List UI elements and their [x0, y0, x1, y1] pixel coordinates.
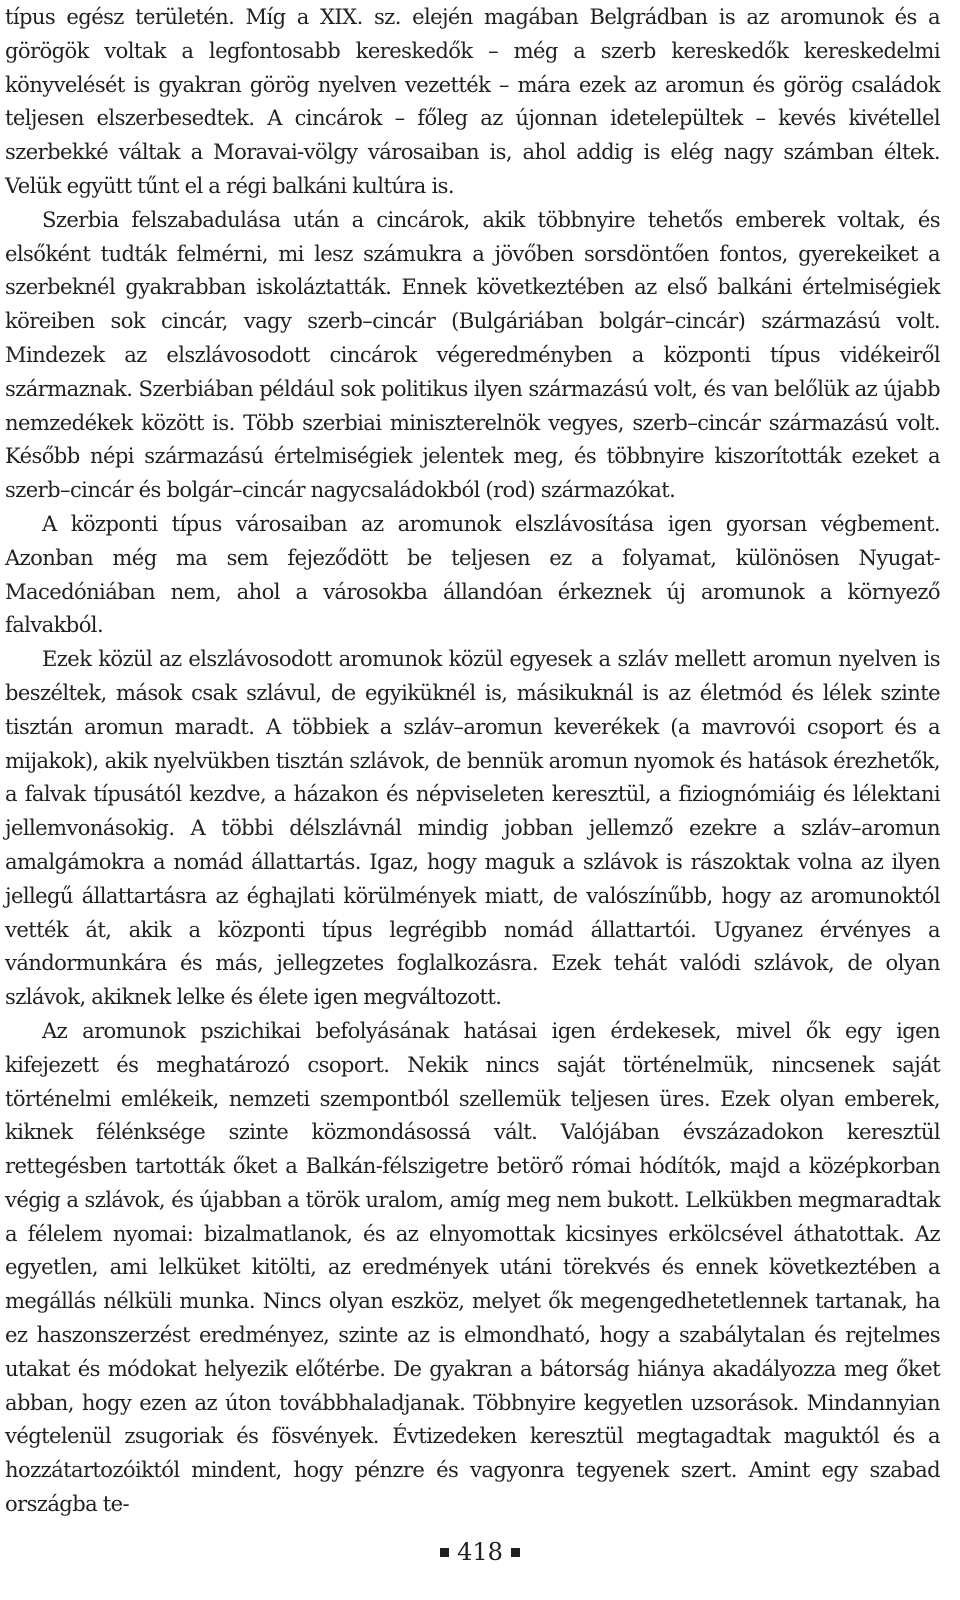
body-text: [5, 0, 940, 1521]
paragraph-3: A központi típus városaiban az aromunok elszlávosítása igen gyorsan végbement. Azonban még ma sem fejeződött be teljesen ez a folyamat, különösen Nyugat-Macedóniában nem, ahol a városokba állandóan érkeznek új aromunok a környező falvakból.: [5, 510, 940, 638]
paragraph-2: Szerbia felszabadulása után a cincárok, akik többnyire tehetős emberek voltak, és elsőként tudták felmérni, mi lesz számukra a jövőben sorsdöntően fontos, gyerekeiket a szerbeknél gyakrabban iskoláztatták. Ennek következtében az első balkáni értelmiségiek köreiben sok cincár, vagy szerb–cincár (Bulgáriában bolgár–cincár) származású volt. Mindezek az elszlávosodott cincárok végeredményben a központi típus vidékeiről származnak. Szerbiában például sok politikus ilyen származású volt, és van belőlük az újabb nemzedékek között is. Több szerbiai miniszterelnök vegyes, szerb–cincár származású volt. Később népi származású értelmiségiek jelentek meg, és többnyire kiszorították ezeket a szerb–cincár és bolgár–cincár nagycsaládokból (rod) származókat.: [5, 206, 940, 503]
paragraph-5: Az aromunok pszichikai befolyásának hatásai igen érdekesek, mivel ők egy igen kifejezett és meghatározó csoport. Nekik nincs saját történelmük, nincsenek saját történelmi emlékeik, nemzeti szempontból szellemük teljesen üres. Ezek olyan emberek, kiknek félénksége szinte közmondásossá vált. Valójában évszázadokon keresztül rettegésben tartották őket a Balkán-félszigetre betörő római hódítók, majd a középkorban végig a szlávok, és újabban a török uralom, amíg meg nem bukott. Lelkükben megmaradtak a félelem nyomai: bizalmatlanok, és az elnyomottak kicsinyes erkölcsével áthatottak. Az egyetlen, ami lelküket kitölti, az eredmények utáni törekvés és ennek következtében a megállás nélküli munka. Nincs olyan eszköz, melyet ők megengedhetetlennek tartanak, ha ez haszonszerzést eredményez, szinte az is elmondható, hogy a szabálytalan és rejtelmes utakat és módokat helyezik előtérbe. De gyakran a bátorság hiánya akadályozza meg őket abban, hogy ezen az úton továbbhaladjanak. Többnyire kegyetlen uzsorások. Mindannyian végtelenül zsugoriak és fösvények. Évtizedeken keresztül megtagadtak maguktól és a hozzátartozóiktól mindent, hogy pénzre és vagyonra tegyenek szert. Amint egy szabad országba te-: [5, 1017, 940, 1517]
paragraph-1: típus egész területén. Míg a XIX. sz. elején magában Belgrádban is az aromunok és a görögök voltak a legfontosabb kereskedők – még a szerb kereskedők kereskedelmi könyvelését is gyakran görög nyelven vezették – mára ezek az aromun és görög családok teljesen elszerbesedtek. A cincárok – főleg az újonnan idetelepültek – kevés kivétellel szerbekké váltak a Moravai-völgy városaiban is, ahol addig is elég nagy számban éltek. Velük együtt tűnt el a régi balkáni kultúra is.: [5, 4, 940, 198]
page-number: 418: [457, 1538, 503, 1566]
paragraph-4: Ezek közül az elszlávosodott aromunok közül egyesek a szláv mellett aromun nyelven is beszéltek, mások csak szlávul, de egyiküknél is, másikuknál is az életmód és lélek szinte tisztán aromun maradt. A többiek a szláv–aromun keverékek (a mavrovói csoport és a mijakok), akik nyelvükben tisztán szlávok, de bennük aromun nyomok és hatások érezhetők, a falvak típusától kezdve, a házakon és népviseleten keresztül, a fiziognómiáig és lélektani jellemvonásokig. A többi délszlávnál mindig jobban jellemző ezekre a szláv–aromun amalgámokra a nomád állattartás. Igaz, hogy maguk a szlávok is rászoktak volna az ilyen jellegű állattartásra az éghajlati körülmények miatt, de valószínűbb, hogy az aromunoktól vették át, akik a központi típus legrégibb nomád állattartói. Ugyanez érvényes a vándormunkára és más, jellegzetes foglalkozásra. Ezek tehát valódi szlávok, de olyan szlávok, akiknek lelke és élete igen megváltozott.: [5, 646, 940, 1010]
page-footer: [0, 1532, 960, 1572]
square-bullet-icon: [440, 1548, 449, 1557]
square-bullet-icon: [511, 1548, 520, 1557]
